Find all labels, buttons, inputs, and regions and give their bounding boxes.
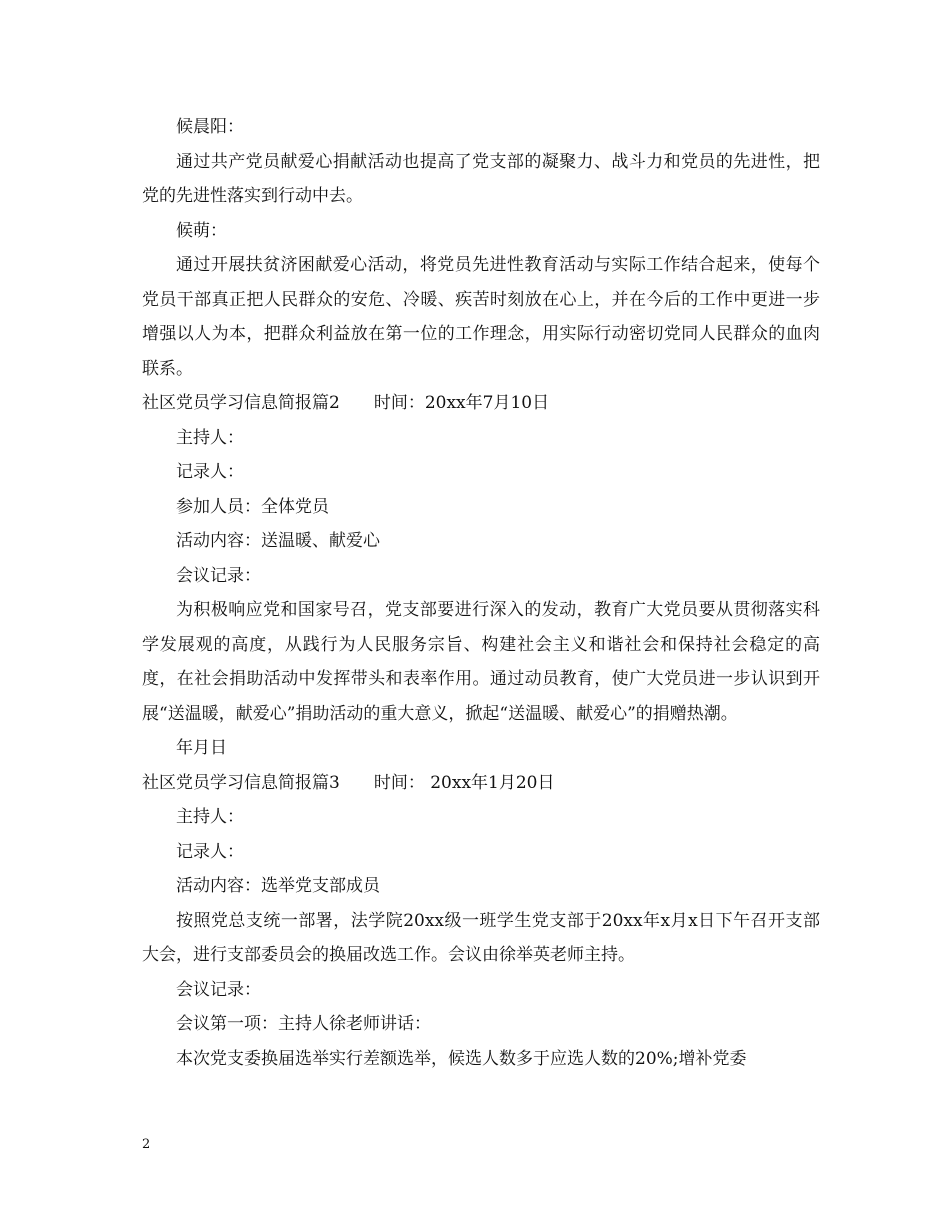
minutes-label: 会议记录： <box>176 979 261 1000</box>
host-line: 主持人： <box>176 807 244 827</box>
participants-line: 参加人员：全体党员 <box>176 496 329 517</box>
section-heading-3 <box>142 766 820 801</box>
minutes-label: 会议记录： <box>176 565 261 586</box>
document-body <box>142 110 820 1076</box>
paragraph: 本次党支委换届选举实行差额选举，候选人数多于应选人数的20%;增补党委 <box>176 1048 747 1069</box>
paragraph: 按照党总支统一部署，法学院20xx级一班学生党支部于20xx年x月x日下午召开支部大会，进行支部委员会的换届改选工作。会议由徐举英老师主持。 <box>142 910 820 965</box>
activity-line: 活动内容：选举党支部成员 <box>176 876 380 896</box>
agenda-item: 会议第一项：主持人徐老师讲话： <box>176 1014 431 1034</box>
page-number: 2 <box>142 1137 151 1152</box>
section-heading-2 <box>142 386 820 421</box>
speaker-name: 候晨阳： <box>176 117 244 137</box>
section-title: 社区党员学习信息简报篇2 <box>142 393 340 413</box>
paragraph: 通过开展扶贫济困献爱心活动，将党员先进性教育活动与实际工作结合起来，使每个党员干部真正把人民群众的安危、冷暖、疾苦时刻放在心上，并在今后的工作中更进一步增强以人为本，把群众利益放在第一位的工作理念，用实际行动密切党同人民群众的血肉联系。 <box>142 255 820 379</box>
section-time: 时间：20xx年7月10日 <box>373 393 550 413</box>
activity-line: 活动内容：送温暖、献爱心 <box>176 531 380 551</box>
paragraph: 通过共产党员献爱心捐献活动也提高了党支部的凝聚力、战斗力和党员的先进性，把党的先进性落实到行动中去。 <box>142 151 820 206</box>
speaker-name: 候萌： <box>176 220 227 241</box>
paragraph: 为积极响应党和国家号召，党支部要进行深入的发动，教育广大党员要从贯彻落实科学发展观的高度，从践行为人民服务宗旨、构建社会主义和谐社会和保持社会稳定的高度，在社会捐助活动中发挥带头和表率作用。通过动员教育，使广大党员进一步认识到开展“送温暖，献爱心”捐助活动的重大意义，掀起“送温暖、献爱心”的捐赠热潮。 <box>142 600 820 724</box>
host-line: 主持人： <box>176 427 244 448</box>
section-time: 时间： 20xx年1月20日 <box>373 772 555 793</box>
recorder-line: 记录人： <box>176 841 244 862</box>
section-title: 社区党员学习信息简报篇3 <box>142 772 340 793</box>
date-line: 年月日 <box>176 738 227 758</box>
recorder-line: 记录人： <box>176 462 244 482</box>
